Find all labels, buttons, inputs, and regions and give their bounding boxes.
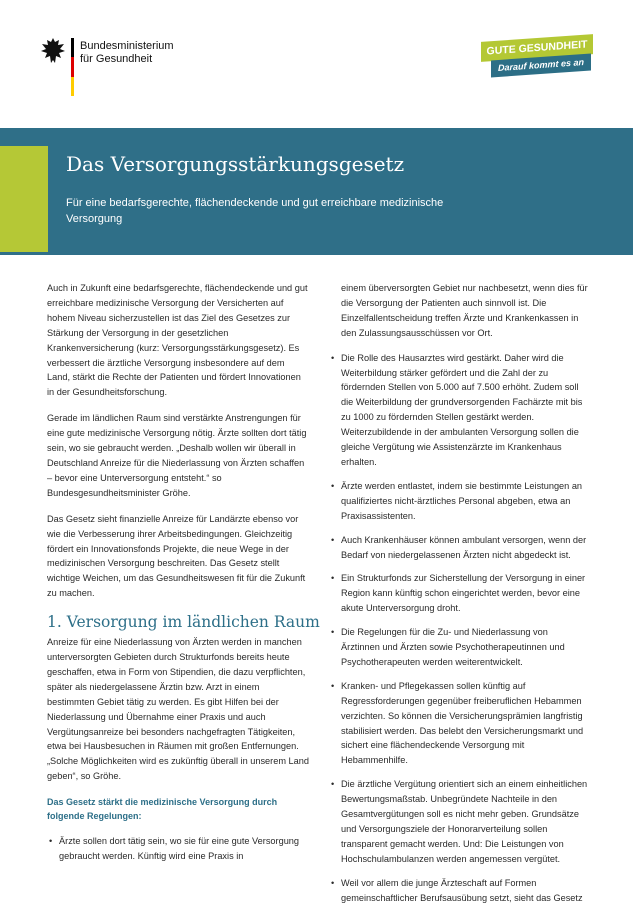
ministry-name: [80, 40, 174, 66]
list-item: • Auch Krankenhäuser können ambulant versorgen, wenn der Bedarf von niedergelassenen Ärzten nicht abgedeckt ist.: [341, 533, 589, 563]
list-item: • Die Regelungen für die Zu- und Niederlassung von Ärztinnen und Ärzten sowie Psychotherapeutinnen und Psychotherapeuten werden weiterentwickelt.: [341, 625, 589, 670]
list-item: • Weil vor allem die junge Ärzteschaft auf Formen gemeinschaftlicher Berufsausübung setzt, sieht das Gesetz: [341, 876, 589, 906]
eagle-icon: [38, 36, 68, 66]
list-item: • Kranken- und Pflegekassen sollen künftig auf Regressforderungen gegenüber freiberuflichen Hebammen verzichten. So können die Versicherungsprämien langfristig stabilisiert werden. Das belebt den Versicherungsmarkt und sichert eine flächendeckende Versorgung mit Hebammenhilfe.: [341, 679, 589, 768]
page-subtitle: Für eine bedarfsgerechte, flächendeckende und gut erreichbare medizinische Versorgung: [66, 197, 444, 225]
list-item-continued: einem überversorgten Gebiet nur nachbesetzt, wenn dies für die Versorgung der Patienten auch sinnvoll ist. Die Einzelfallentscheidung treffen Ärzte und Krankenkassen in den Zulassungsausschüssen vor Ort.: [341, 283, 588, 338]
badge-bottom-text: Darauf kommt es an: [491, 54, 591, 78]
flag-red: [71, 57, 74, 76]
badge-top-text: GUTE GESUNDHEIT: [481, 34, 593, 62]
list-item: • Die ärztliche Vergütung orientiert sich an einem einheitlichen Bewertungsmaßstab. Unbegründete Nachteile in den Gesamtvergütungen soll es nicht mehr geben. Grundsätze und Versorgungsziele der Honorarverteilung sollen transparent gemacht werden. Und: Die Leistungen von Hochschulambulanzen werden angemessen vergütet.: [341, 777, 589, 866]
section-paragraph: Anreize für eine Niederlassung von Ärzten werden in manchen unterversorgten Gebieten durch Strukturfonds bereits heute geschaffen, etwa in Form von Stipendien, die dazu verpflichten, später als niedergelassene Ärztin bzw. Arzt in einem bestimmten Gebiet tätig zu werden. Es gibt Hilfen bei der Niederlassung und Übernahme einer Praxis und auch Vergütungsanreize bei besonders nachgefragten Tätigkeiten, etwa bei Hausbesuchen in Räumen mit großen Entfernungen. „Solche Möglichkeiten wird es zukünftig überall in unserem Land geben“, so Gröhe.: [47, 637, 309, 782]
ministry-line2: für Gesundheit: [80, 53, 153, 65]
rural-paragraph: Gerade im ländlichen Raum sind verstärkte Anstrengungen für eine gute medizinische Versorgung nötig. Ärzte sollten dort tätig sein, wo sie gebraucht werden. „Deshalb wollen wir überall in Deutschland Anreize für die Niederlassung von Ärzten schaffen – bevor eine Unterversorgung entsteht.“ so Bundesgesundheitsminister Gröhe.: [47, 413, 307, 498]
page-title: Das Versorgungsstärkungsgesetz: [66, 152, 405, 176]
intro-paragraph: Auch in Zukunft eine bedarfsgerechte, flächendeckende und gut erreichbare medizinische Versorgung der Versicherten auf hohem Niveau sicherzustellen ist das Ziel des Gesetzes zur Stärkung der Versorgung in der gesetzlichen Krankenversicherung (kurz: Versorgungsstärkungsgesetz). Es verbessert die ärztliche Versorgung insbesondere auf dem Land, stärkt die Rechte der Patienten und fördert Innovationen in der Gesundheitsforschung.: [47, 283, 308, 398]
regulations-subheading: Das Gesetz stärkt die medizinische Versorgung durch folgende Regelungen:: [47, 797, 278, 822]
text-column-right: [341, 281, 589, 915]
section-heading: 1. Versorgung im ländlichen Raum: [47, 613, 320, 632]
german-flag-stripe: [71, 38, 74, 96]
list-item: • Ärzte sollen dort tätig sein, wo sie für eine gute Versorgung gebraucht werden. Künftig wird eine Praxis in: [47, 834, 309, 864]
text-column-left: [47, 281, 320, 873]
flag-black: [71, 38, 74, 57]
campaign-badge: [481, 38, 593, 78]
list-item: • Ärzte werden entlastet, indem sie bestimmte Leistungen an qualifiziertes nicht-ärztliches Personal abgeben, etwa an Praxisassistenten.: [341, 479, 589, 524]
flag-gold: [71, 77, 74, 96]
incentives-paragraph: Das Gesetz sieht finanzielle Anreize für Landärzte ebenso vor wie die Verbesserung ihrer Arbeitsbedingungen. Gleichzeitig fördert ein Innovationsfonds Projekte, die neue Wege in der medizinischen Versorgung beschreiten. Das Gesetz stellt wichtige Weichen, um das Gesundheitswesen fit für die Zukunft zu machen.: [47, 513, 306, 599]
list-item: • Ein Strukturfonds zur Sicherstellung der Versorgung in einer Region kann künftig schon eingerichtet werden, bevor eine akute Unterversorgung droht.: [341, 571, 589, 616]
banner-accent-bar: [0, 146, 48, 252]
ministry-line1: Bundesministerium: [80, 40, 174, 52]
list-item: • Die Rolle des Hausarztes wird gestärkt. Daher wird die Weiterbildung stärker gefördert und die Zahl der zu fördernden Stellen von 5.000 auf 7.500 erhöht. Zudem soll die Weiterbildung der grundversorgenden Fachärzte mit bis zu 1000 zu fördernden Stellen gestärkt werden. Weiterzubildende in der ambulanten Versorgung sollen die gleiche Vergütung wie Assistenzärzte im Krankenhaus erhalten.: [341, 351, 589, 470]
title-banner: [0, 128, 633, 255]
